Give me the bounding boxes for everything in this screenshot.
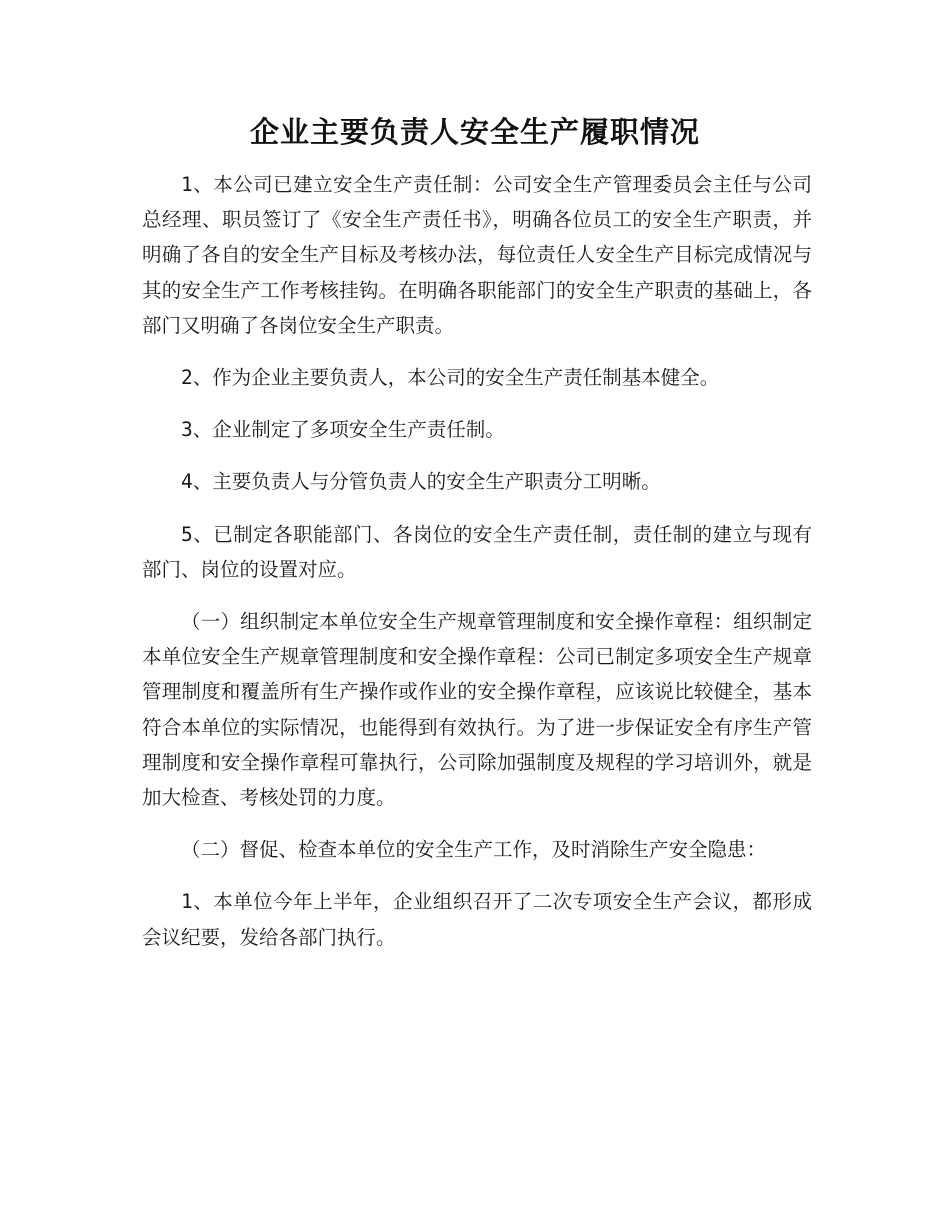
section-one-paragraph: （一）组织制定本单位安全生产规章管理制度和安全操作章程：组织制定本单位安全生产规章管理制度和安全操作章程：公司已制定多项安全生产规章管理制度和覆盖所有生产操作或作业的安全操作章程，应该说比较健全，基本符合本单位的实际情况，也能得到有效执行。为了进一步保证安全有序生产管理制度和安全操作章程可靠执行，公司除加强制度及规程的学习培训外，就是加大检查、考核处罚的力度。 (142, 610, 812, 810)
paragraph-4: 4、主要负责人与分管负责人的安全生产职责分工明晰。 (181, 470, 661, 494)
section-two-heading: （二）督促、检查本单位的安全生产工作，及时消除生产安全隐患： (181, 838, 767, 862)
paragraph-5: 5、已制定各职能部门、各岗位的安全生产责任制，责任制的建立与现有部门、岗位的设置对应。 (142, 522, 812, 581)
paragraph-section-two-item-1: 1、本单位今年上半年，企业组织召开了二次专项安全生产会议，都形成会议纪要，发给各部门执行。 (142, 890, 812, 949)
document-title: 企业主要负责人安全生产履职情况 (249, 115, 700, 149)
paragraph-2: 2、作为企业主要负责人，本公司的安全生产责任制基本健全。 (181, 366, 720, 390)
document-body (142, 167, 812, 972)
paragraph-3: 3、企业制定了多项安全生产责任制。 (181, 418, 505, 442)
paragraph-1: 1、本公司已建立安全生产责任制：公司安全生产管理委员会主任与公司总经理、职员签订了《安全生产责任书》，明确各位员工的安全生产职责，并明确了各自的安全生产目标及考核办法，每位责任人安全生产目标完成情况与其的安全生产工作考核挂钩。在明确各职能部门的安全生产职责的基础上，各部门又明确了各岗位安全生产职责。 (142, 173, 812, 337)
